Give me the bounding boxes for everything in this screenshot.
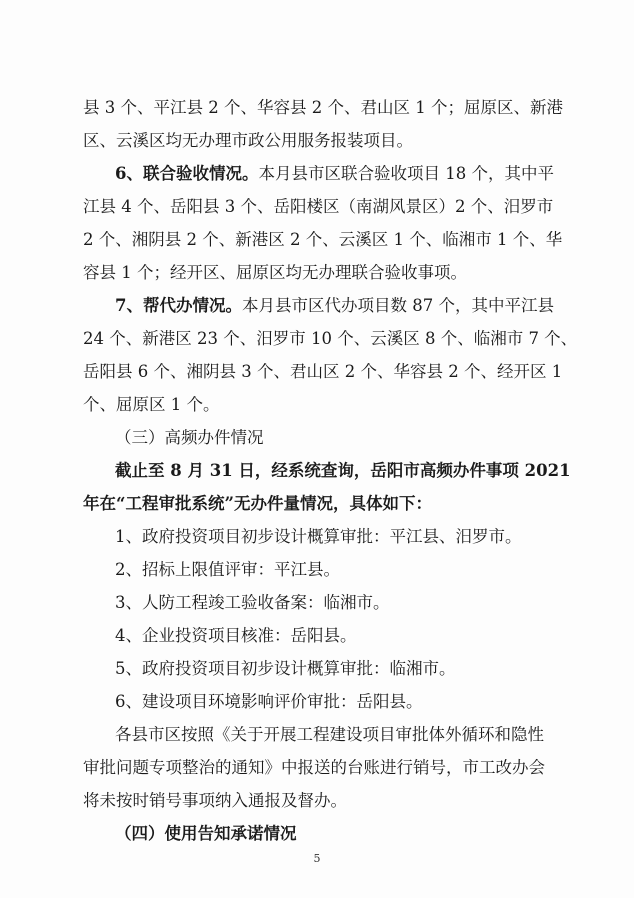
text-line — [0, 725, 634, 745]
text-run: 2 个、湘阴县 2 个、新港区 2 个、云溪区 1 个、临湘市 1 个、华 — [83, 230, 563, 249]
text-run: 3、人防工程竣工验收备案：临湘市。 — [115, 593, 390, 612]
text-run: 本月县市区联合验收项目 18 个，其中平 — [258, 164, 554, 183]
text-run: 2、招标上限值评审：平江县。 — [115, 560, 340, 579]
text-line — [0, 98, 634, 118]
list-item — [0, 560, 634, 580]
text-line — [0, 197, 634, 217]
text-run: 江县 4 个、岳阳县 3 个、岳阳楼区（南湖风景区）2 个、汨罗市 — [83, 197, 554, 216]
text-run: 年在“工程审批系统”无办件量情况，具体如下： — [83, 494, 432, 513]
text-line — [0, 395, 634, 415]
section-4-heading — [0, 824, 634, 844]
text-line — [0, 362, 634, 382]
text-run: 审批问题专项整治的通知》中报送的台账进行销号，市工改办会 — [83, 758, 545, 777]
text-run: 岳阳县 6 个、湘阴县 3 个、君山区 2 个、华容县 2 个、经开区 1 — [83, 362, 563, 381]
text-run: 本月县市区代办项目数 87 个，其中平江县 — [241, 296, 554, 315]
list-item — [0, 692, 634, 712]
list-item — [0, 626, 634, 646]
text-line — [0, 263, 634, 283]
section-7-heading-line — [0, 296, 634, 316]
text-run: 个、屈原区 1 个。 — [83, 395, 220, 414]
text-run: 县 3 个、平江县 2 个、华容县 2 个、君山区 1 个；屈原区、新港 — [83, 98, 563, 117]
list-item — [0, 527, 634, 547]
text-run: （四）使用告知承诺情况 — [115, 824, 297, 843]
text-line — [0, 791, 634, 811]
text-run: 6、建设项目环境影响评价审批：岳阳县。 — [115, 692, 423, 711]
text-run: （三）高频办件情况 — [115, 428, 264, 447]
bold-paragraph-line — [0, 494, 634, 514]
text-run: 区、云溪区均无办理市政公用服务报装项目。 — [83, 131, 413, 150]
text-run: 容县 1 个；经开区、屈原区均无办理联合验收事项。 — [83, 263, 467, 282]
section-3-heading — [0, 428, 634, 448]
text-run: 截止至 8 月 31 日，经系统查询，岳阳市高频办件事项 2021 — [115, 461, 571, 480]
text-run: 将未按时销号事项纳入通报及督办。 — [83, 791, 347, 810]
text-run: 24 个、新港区 23 个、汨罗市 10 个、云溪区 8 个、临湘市 7 个、 — [83, 329, 578, 348]
page-number: 5 — [313, 852, 321, 865]
text-run: 1、政府投资项目初步设计概算审批：平江县、汨罗市。 — [115, 527, 522, 546]
text-line — [0, 758, 634, 778]
text-line — [0, 230, 634, 250]
section-6-heading: 6、联合验收情况。 — [115, 164, 259, 183]
text-line — [0, 131, 634, 151]
section-7-heading: 7、帮代办情况。 — [115, 296, 242, 315]
list-item — [0, 593, 634, 613]
text-line — [0, 329, 634, 349]
section-6-heading-line — [0, 164, 634, 184]
text-run: 4、企业投资项目核准：岳阳县。 — [115, 626, 357, 645]
text-run: 5、政府投资项目初步设计概算审批：临湘市。 — [115, 659, 456, 678]
list-item — [0, 659, 634, 679]
bold-paragraph-line — [0, 461, 634, 481]
text-run: 各县市区按照《关于开展工程建设项目审批体外循环和隐性 — [115, 725, 544, 744]
